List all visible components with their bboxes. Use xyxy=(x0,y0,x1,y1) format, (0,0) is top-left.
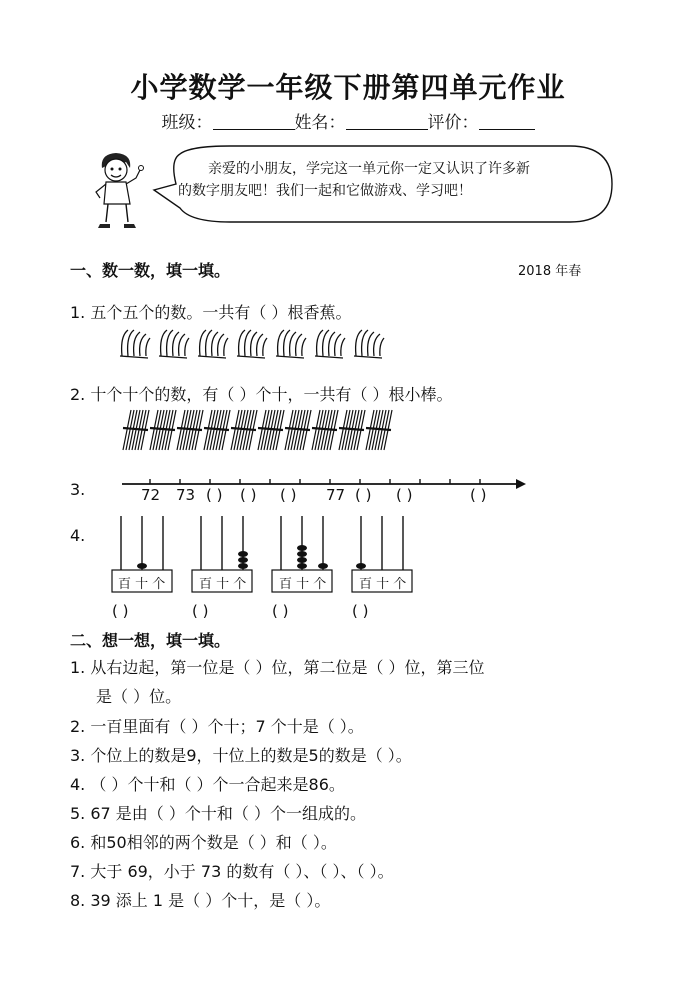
year-label: 2018 年春 xyxy=(518,264,582,279)
stick-bundle-9 xyxy=(339,410,365,450)
abacus-bead-tens xyxy=(297,545,307,551)
s2-q8: 8. 39 添上 1 是（ ）个十，是（ ）。 xyxy=(70,891,331,910)
banana-bunch-4 xyxy=(237,330,267,358)
numberline-blank-6[interactable]: ( ) xyxy=(470,486,487,504)
section1-heading: 一、数一数，填一填。 xyxy=(70,261,231,280)
bubble-line-1: 亲爱的小朋友，学完这一单元你一定又认识了许多新 xyxy=(208,161,530,177)
banana-bunch-7 xyxy=(354,330,384,358)
numberline-blank-2[interactable]: ( ) xyxy=(240,486,257,504)
abacus-answer-2[interactable]: ( ) xyxy=(192,602,209,620)
name-label: 姓名： xyxy=(294,113,346,133)
numberline-77: 77 xyxy=(326,486,346,504)
banana-bunch-6 xyxy=(315,330,345,358)
class-label: 班级： xyxy=(161,113,213,133)
abacus-bead-ones xyxy=(318,563,328,569)
grade-label: 评价： xyxy=(427,113,479,133)
abacus-bead-ones xyxy=(238,557,248,563)
abacus-bead-tens xyxy=(297,557,307,563)
stick-bundle-10 xyxy=(366,410,392,450)
abacus-bead-tens xyxy=(297,551,307,557)
q3-label: 3. xyxy=(70,480,86,499)
section2-heading: 二、想一想，填一填。 xyxy=(70,631,231,650)
abacus-bead-tens xyxy=(137,563,147,569)
bubble-text xyxy=(178,158,598,202)
s2-q5: 5. 67 是由（ ）个十和（ ）个一组成的。 xyxy=(70,804,366,823)
abacus-4-labels: 百 十 个 xyxy=(359,577,407,592)
numberline-72: 72 xyxy=(141,486,161,504)
abacus-1-labels: 百 十 个 xyxy=(118,577,166,592)
s2-q1-line1: 1. 从右边起，第一位是（ ）位，第二位是（ ）位，第三位 xyxy=(70,658,485,677)
s2-q6: 6. 和50相邻的两个数是（ ）和（ ）。 xyxy=(70,833,337,852)
stick-bundles xyxy=(120,406,400,454)
stick-bundle-7 xyxy=(285,410,311,450)
class-blank[interactable] xyxy=(213,113,295,130)
s2-q1-line2: 是（ ）位。 xyxy=(96,687,182,706)
abacus-bead-hundreds xyxy=(356,563,366,569)
abacus-bead-ones xyxy=(238,551,248,557)
banana-bunches xyxy=(118,326,398,362)
cartoon-boy-illustration xyxy=(86,150,152,234)
numberline-73: 73 xyxy=(176,486,196,504)
numberline-blank-1[interactable]: ( ) xyxy=(206,486,223,504)
stick-bundle-3 xyxy=(177,410,203,450)
q4-label: 4. xyxy=(70,526,86,545)
abacus-bead-tens xyxy=(297,563,307,569)
abacus-answer-4[interactable]: ( ) xyxy=(352,602,369,620)
numberline-blank-4[interactable]: ( ) xyxy=(355,486,372,504)
s2-q4: 4. （ ）个十和（ ）个一合起来是86。 xyxy=(70,775,345,794)
numberline-blank-3[interactable]: ( ) xyxy=(280,486,297,504)
q1-text: 1. 五个五个的数。一共有（ ）根香蕉。 xyxy=(70,303,352,322)
banana-bunch-3 xyxy=(198,330,228,358)
s2-q2: 2. 一百里面有（ ）个十；7 个十是（ ）。 xyxy=(70,717,364,736)
stick-bundle-4 xyxy=(204,410,230,450)
numberline-blank-5[interactable]: ( ) xyxy=(396,486,413,504)
abacus-bead-ones xyxy=(238,563,248,569)
banana-bunch-2 xyxy=(159,330,189,358)
stick-bundle-1 xyxy=(123,410,149,450)
page-title: 小学数学一年级下册第四单元作业 xyxy=(130,71,566,104)
name-blank[interactable] xyxy=(346,113,428,130)
abacus-answer-3[interactable]: ( ) xyxy=(272,602,289,620)
abacus-answer-1[interactable]: ( ) xyxy=(112,602,129,620)
stick-bundle-5 xyxy=(231,410,257,450)
stick-bundle-8 xyxy=(312,410,338,450)
grade-blank[interactable] xyxy=(479,113,535,130)
abacus-2-labels: 百 十 个 xyxy=(199,577,247,592)
banana-bunch-5 xyxy=(276,330,306,358)
stick-bundle-6 xyxy=(258,410,284,450)
stick-bundle-2 xyxy=(150,410,176,450)
s2-q3: 3. 个位上的数是9，十位上的数是5的数是（ ）。 xyxy=(70,746,412,765)
banana-bunch-1 xyxy=(120,330,150,358)
s2-q7: 7. 大于 69，小于 73 的数有（ ）、（ ）、（ ）。 xyxy=(70,862,394,881)
bubble-line-2: 的数字朋友吧！我们一起和它做游戏、学习吧！ xyxy=(178,183,472,199)
abacus-3-labels: 百 十 个 xyxy=(279,577,327,592)
student-info-line xyxy=(0,108,696,133)
q2-text: 2. 十个十个的数，有（ ）个十，一共有（ ）根小棒。 xyxy=(70,385,453,404)
